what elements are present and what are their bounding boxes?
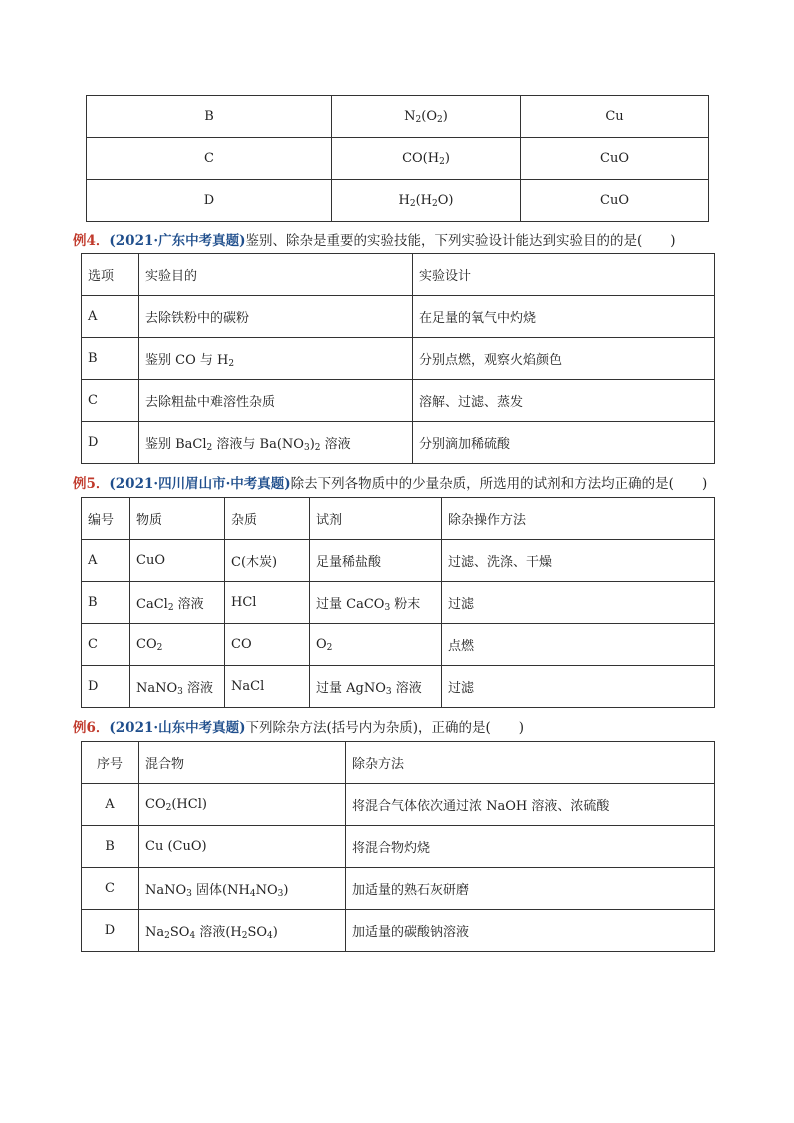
table-row <box>82 582 715 624</box>
number-cell: B <box>82 582 130 624</box>
number-cell: B <box>82 826 139 868</box>
table-header-row <box>82 254 715 296</box>
table-row <box>82 380 715 422</box>
method-cell: 加适量的熟石灰研磨 <box>346 868 715 910</box>
example-6-table <box>81 741 715 952</box>
number-cell: C <box>82 868 139 910</box>
question-close: ) <box>701 476 708 492</box>
option-cell: C <box>87 138 332 180</box>
header-mixture: 混合物 <box>139 742 346 784</box>
reagent-cell: $O_2$ <box>310 624 442 666</box>
table-row <box>87 96 709 138</box>
mixture-cell: $Na_2SO_4$ 溶液$(H_2SO_4)$ <box>139 910 346 952</box>
table-header-row <box>82 742 715 784</box>
number-cell: D <box>82 666 130 708</box>
example-5-heading <box>73 472 707 492</box>
question-text: 下列除杂方法(括号内为杂质)，正确的是( <box>245 720 491 736</box>
table-row <box>82 666 715 708</box>
example-4-table <box>81 253 715 464</box>
substance-cell: CuO <box>130 540 225 582</box>
source-label: (2021·四川眉山市·中考真题) <box>109 476 291 492</box>
question-close: ) <box>670 233 676 249</box>
example-label: 例6． <box>73 720 110 736</box>
source-label: (2021·山东中考真题) <box>109 720 246 736</box>
table-row <box>82 910 715 952</box>
impurity-cell: HCl <box>225 582 310 624</box>
table-row <box>87 180 709 222</box>
mixture-cell: $CO_2(HCl)$ <box>139 784 346 826</box>
reagent-cell: CuO <box>521 138 709 180</box>
mixture-cell: Cu (CuO) <box>139 826 346 868</box>
mixture-cell: $H_2(H_2O)$ <box>332 180 521 222</box>
source-label: (2021·广东中考真题) <box>109 233 246 249</box>
method-cell: 过滤 <box>442 582 715 624</box>
table-row <box>82 826 715 868</box>
number-cell: A <box>82 784 139 826</box>
method-cell: 将混合气体依次通过浓 NaOH 溶液、浓硫酸 <box>346 784 715 826</box>
impurity-cell: C(木炭) <box>225 540 310 582</box>
header-impurity: 杂质 <box>225 498 310 540</box>
header-method: 除杂操作方法 <box>442 498 715 540</box>
aim-cell: 鉴别 BaCl$_2$ 溶液与 $Ba(NO_3)_2$ 溶液 <box>139 422 413 464</box>
example-label: 例5． <box>73 476 110 492</box>
example-label: 例4． <box>73 233 110 249</box>
example-5-table <box>81 497 715 708</box>
option-cell: D <box>82 422 139 464</box>
table-row <box>82 784 715 826</box>
number-cell: A <box>82 540 130 582</box>
mixture-cell: NaNO$_3$ 固体$(NH_4NO_3)$ <box>139 868 346 910</box>
impurity-cell: NaCl <box>225 666 310 708</box>
aim-cell: 鉴别 CO 与 $H_2$ <box>139 338 413 380</box>
substance-cell: CaCl$_2$ 溶液 <box>130 582 225 624</box>
method-cell: 点燃 <box>442 624 715 666</box>
number-cell: C <box>82 624 130 666</box>
design-cell: 分别滴加稀硫酸 <box>413 422 715 464</box>
question-text: 鉴别、除杂是重要的实验技能，下列实验设计能达到实验目的的是( <box>245 233 643 249</box>
method-cell: 加适量的碳酸钠溶液 <box>346 910 715 952</box>
design-cell: 在足量的氧气中灼烧 <box>413 296 715 338</box>
method-cell: 将混合物灼烧 <box>346 826 715 868</box>
option-cell: D <box>87 180 332 222</box>
option-cell: B <box>87 96 332 138</box>
reagent-cell: 足量稀盐酸 <box>310 540 442 582</box>
reagent-cell: 过量 CaCO$_3$ 粉末 <box>310 582 442 624</box>
method-cell: 过滤 <box>442 666 715 708</box>
option-cell: A <box>82 296 139 338</box>
option-cell: C <box>82 380 139 422</box>
header-design: 实验设计 <box>413 254 715 296</box>
header-substance: 物质 <box>130 498 225 540</box>
table-row <box>82 296 715 338</box>
method-cell: 过滤、洗涤、干燥 <box>442 540 715 582</box>
header-method: 除杂方法 <box>346 742 715 784</box>
table-row <box>82 422 715 464</box>
aim-cell: 去除粗盐中难溶性杂质 <box>139 380 413 422</box>
table-continuation <box>86 95 709 222</box>
substance-cell: NaNO$_3$ 溶液 <box>130 666 225 708</box>
reagent-cell: 过量 AgNO$_3$ 溶液 <box>310 666 442 708</box>
table-header-row <box>82 498 715 540</box>
option-cell: B <box>82 338 139 380</box>
design-cell: 分别点燃，观察火焰颜色 <box>413 338 715 380</box>
impurity-cell: CO <box>225 624 310 666</box>
table-row <box>82 868 715 910</box>
header-number: 序号 <box>82 742 139 784</box>
example-4-heading <box>73 229 676 249</box>
reagent-cell: CuO <box>521 180 709 222</box>
table-row <box>82 338 715 380</box>
question-close: ) <box>518 720 525 736</box>
header-reagent: 试剂 <box>310 498 442 540</box>
table-row <box>82 540 715 582</box>
header-number: 编号 <box>82 498 130 540</box>
number-cell: D <box>82 910 139 952</box>
aim-cell: 去除铁粉中的碳粉 <box>139 296 413 338</box>
mixture-cell: $N_2(O_2)$ <box>332 96 521 138</box>
example-6-heading <box>73 716 524 736</box>
question-text: 除去下列各物质中的少量杂质，所选用的试剂和方法均正确的是( <box>290 476 674 492</box>
substance-cell: $CO_2$ <box>130 624 225 666</box>
table-row <box>87 138 709 180</box>
design-cell: 溶解、过滤、蒸发 <box>413 380 715 422</box>
header-option: 选项 <box>82 254 139 296</box>
reagent-cell: Cu <box>521 96 709 138</box>
table-row <box>82 624 715 666</box>
mixture-cell: $CO(H_2)$ <box>332 138 521 180</box>
header-aim: 实验目的 <box>139 254 413 296</box>
